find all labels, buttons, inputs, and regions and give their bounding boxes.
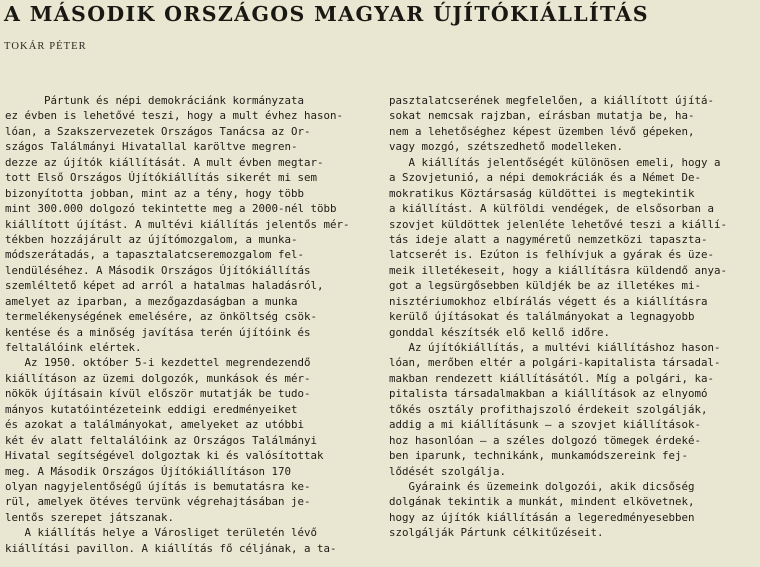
right-column-line: dolgának tekintik a munkát, mindent elkövetnek, [389,495,695,509]
right-column-line: lóan, merőben eltér a polgári-kapitalista társadal- [389,356,721,370]
right-column-line: szolgálják Pártunk célkitűzéseit. [389,526,604,540]
right-column-line: Gyáraink és üzemeink dolgozói, akik dicsőség [389,479,695,493]
right-column-line: ben iparunk, technikánk, munkamódszereink fej- [389,449,689,463]
right-column-line: A kiállítás jelentőségét különösen emeli, hogy a [389,155,721,169]
left-column-line: olyan nagyjelentőségű újítás is bemutatásra ke- [5,479,311,493]
right-column-line: vagy mozgó, szétszedhető modelleken. [389,140,624,154]
right-column-line: makban rendezett kiállításától. Míg a polgári, ka- [389,371,715,385]
left-column-line: dezze az újítók kiállítását. A mult évben megtar- [5,155,324,169]
right-column-line: hoz hasonlóan — a széles dolgozó tömegek érdeké- [389,433,702,447]
left-column-line: lendüléséhez. A Második Országos Újítókiállítás [5,263,311,277]
right-column-line: a Szovjetunió, a népi demokráciák és a Német De- [389,171,702,185]
left-column-line: A kiállítás helye a Városliget területén lévő [5,526,318,540]
article-author: TOKÁR PÉTER [4,41,87,52]
right-column-line: kerülő újításokat és találmányokat a legnagyobb [389,310,695,324]
left-column-line: lóan, a Szakszervezetek Országos Tanácsa az Or- [5,124,311,138]
left-column-line: rül, amelyek ötéves tervünk végrehajtásában je- [5,495,311,509]
left-column-line: nökök újításain kívül először mutatják be tudo- [5,387,311,401]
left-column-line: amelyet az iparban, a mezőgazdaságban a munka [5,294,298,308]
left-column-line: Pártunk és népi demokráciánk kormányzata [5,94,305,107]
right-column-line: latcserét is. Ezúton is felhívjuk a gyárak és üze- [389,248,715,262]
left-column-line: Az 1950. október 5-i kezdettel megrendezendő [5,356,311,370]
left-column-line: kiállított újítást. A multévi kiállítás jelentős mér- [5,217,350,231]
left-column-line: meg. A Második Országos Újítókiállításon 170 [5,464,292,478]
left-column-line: kiállítási pavillon. A kiállítás fő céljának, a ta- [5,541,337,555]
right-column-line: szovjet küldöttek jelenléte lehetővé teszi a kiállí- [389,217,728,231]
right-column-line: Az újítókiállítás, a multévi kiállításhoz hason- [389,341,721,354]
right-column [389,93,753,541]
left-column-line: módszerátadás, a tapasztalatcseremozgalom fel- [5,248,305,262]
right-column-line: pitalista társadalmakban a kiállítások az elnyomó [389,387,708,401]
left-column-line: bizonyította jobban, mint az a tény, hogy több [5,186,305,200]
left-column-line: feltalálóink elértek. [5,341,142,354]
right-column-line: addig a mi kiállításunk — a szovjet kiállítások- [389,418,702,432]
left-column-line: ez évben is lehetővé teszi, hogy a mult évhez hason- [5,109,344,123]
right-column-line: tőkés osztály profithajszoló érdekeit szolgálják, [389,402,708,416]
right-column-line: gonddal készítsék elő kellő időre. [389,325,611,339]
left-column-line: kentése és a minőség javítása terén újítóink és [5,325,311,339]
right-column-line: meik illetékeseit, hogy a kiállításra küldendő anya- [389,263,728,277]
left-column-line: termelékenységének emelésére, az önköltség csök- [5,310,318,324]
right-column-line: a kiállítást. A külföldi vendégek, de elsősorban a [389,202,715,216]
right-column-line: lődését szolgálja. [389,464,507,478]
right-column-line: tás ideje alatt a nagyméretű nemzetközi tapaszta- [389,232,708,246]
left-column-line: szágos Találmányi Hivatallal karöltve megren- [5,140,298,154]
left-column-line: Hivatal segítségével dolgoztak ki és valósítottak [5,449,324,463]
left-column-line: tékben hozzájárult az újítómozgalom, a munka- [5,232,298,246]
left-column-line: lentős szerepet játszanak. [5,510,175,524]
left-column-line: tott Első Országos Újítókiállítás sikerét mi sem [5,171,318,185]
left-column [5,93,373,556]
article-title: A MÁSODIK ORSZÁGOS MAGYAR ÚJÍTÓKIÁLLÍTÁS [4,2,649,26]
left-column-line: kiállításon az üzemi dolgozók, munkások és mér- [5,371,311,385]
right-column-line: pasztalatcserének megfelelően, a kiállított újítá- [389,94,715,107]
right-column-line: nisztériumokhoz elbírálás végett és a kiállításra [389,294,708,308]
left-column-line: mint 300.000 dolgozó tekintette meg a 2000-nél több [5,202,337,216]
left-column-line: szemléltető képet ad arról a hatalmas haladásról, [5,279,324,293]
right-column-line: sokat nemcsak rajzban, eírásban mutatja be, ha- [389,109,695,123]
right-column-line: nem a lehetőséghez képest üzemben lévő gépeken, [389,124,695,138]
right-column-line: hogy az újítók kiállításán a legeredményesebben [389,510,695,524]
left-column-line: és azokat a találmányokat, amelyeket az utóbbi [5,418,305,432]
right-column-line: got a legsürgősebben küldjék be az illetékes mi- [389,279,702,293]
left-column-line: két év alatt feltalálóink az Országos Találmányi [5,433,318,447]
right-column-line: mokratikus Köztársaság küldöttei is megtekintik [389,186,695,200]
left-column-line: mányos kutatóintézeteink eddigi eredményeiket [5,402,298,416]
